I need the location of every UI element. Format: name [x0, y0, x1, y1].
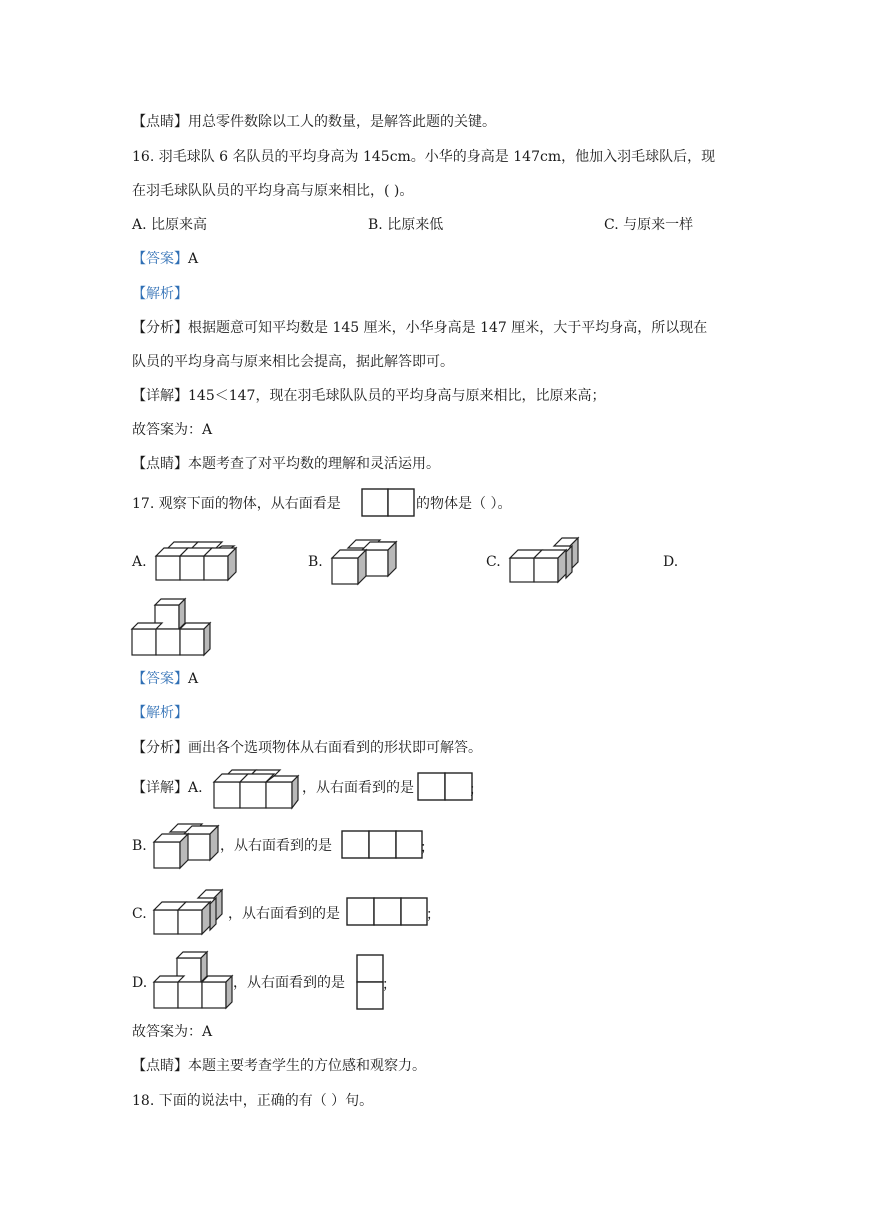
q17-detail-a-end: ； — [469, 782, 483, 798]
q16-answer — [132, 249, 198, 269]
answer-tag: 【答案】 — [132, 671, 188, 687]
q17-option-b-label: B. — [308, 554, 323, 570]
q17-detail-d-end: ； — [382, 977, 396, 993]
q16-option-a: A. 比原来高 — [132, 217, 208, 233]
option-d-cube-figure — [131, 597, 215, 659]
q16-stem-line1: 16. 羽毛球队 6 名队员的平均身高为 145cm。小华的身高是 147cm，他加入羽毛球队后，现 — [132, 149, 716, 165]
q16-fenxi-line2: 队员的平均身高与原来相比会提高，据此解答即可。 — [132, 354, 454, 370]
detail-b-cube-figure — [152, 820, 222, 870]
q16-option-c: C. 与原来一样 — [604, 217, 694, 233]
q17-analysis-tag: 【解析】 — [132, 705, 188, 721]
q17-detail-a-label: 【详解】A. — [132, 780, 203, 796]
right-view-two-squares-figure — [361, 488, 415, 518]
q16-xiangjie: 【详解】145＜147，现在羽毛球队队员的平均身高与原来相比，比原来高； — [132, 388, 606, 404]
option-b-cube-figure — [330, 536, 400, 586]
q17-option-a-label: A. — [132, 554, 147, 570]
q17-stem-b: 的物体是（ ）。 — [416, 496, 512, 512]
q16-dianjing: 【点睛】本题考查了对平均数的理解和灵活运用。 — [132, 456, 440, 472]
q16-analysis-tag: 【解析】 — [132, 286, 188, 302]
answer-tag: 【答案】 — [132, 251, 188, 267]
q17-conclusion: 故答案为：A — [132, 1024, 213, 1040]
detail-b-right-view — [341, 830, 423, 860]
q17-option-d-label: D. — [663, 554, 679, 570]
detail-d-right-view — [356, 954, 384, 1010]
answer-value: A — [188, 671, 199, 687]
q17-dianjing: 【点睛】本题主要考查学生的方位感和观察力。 — [132, 1058, 426, 1074]
q16-stem-line2: 在羽毛球队队员的平均身高与原来相比，( )。 — [132, 183, 414, 199]
q16-option-b: B. 比原来低 — [368, 217, 444, 233]
q17-fenxi: 【分析】画出各个选项物体从右面看到的形状即可解答。 — [132, 740, 482, 756]
q17-detail-c-label: C. — [132, 906, 147, 922]
q17-detail-a-text: ，从右面看到的是 — [302, 780, 414, 796]
option-a-cube-figure — [154, 538, 236, 582]
detail-c-right-view — [346, 897, 428, 927]
option-c-cube-figure — [508, 534, 584, 586]
q18-stem: 18. 下面的说法中，正确的有（ ）句。 — [132, 1093, 374, 1109]
detail-a-right-view — [417, 772, 473, 802]
detail-c-cube-figure — [152, 886, 230, 938]
q17-option-c-label: C. — [486, 554, 501, 570]
q17-detail-b-label: B. — [132, 838, 147, 854]
answer-value: A — [188, 251, 199, 267]
q17-answer — [132, 669, 198, 689]
q17-stem-a: 17. 观察下面的物体，从右面看是 — [132, 496, 341, 512]
q17-detail-c-text: ，从右面看到的是 — [228, 906, 340, 922]
q17-detail-c-end: ； — [426, 907, 440, 923]
q16-conclusion: 故答案为：A — [132, 422, 213, 438]
detail-a-cube-figure — [212, 766, 298, 810]
q17-detail-b-end: ； — [420, 840, 434, 856]
q16-fenxi-line1: 【分析】根据题意可知平均数是 145 厘米，小华身高是 147 厘米，大于平均身高，所以现在 — [132, 320, 708, 336]
dianjing-prev: 【点睛】用总零件数除以工人的数量，是解答此题的关键。 — [132, 114, 496, 130]
q17-detail-b-text: ，从右面看到的是 — [220, 838, 332, 854]
detail-d-cube-figure — [153, 950, 237, 1012]
q17-detail-d-text: ，从右面看到的是 — [233, 975, 345, 991]
q17-detail-d-label: D. — [132, 975, 148, 991]
